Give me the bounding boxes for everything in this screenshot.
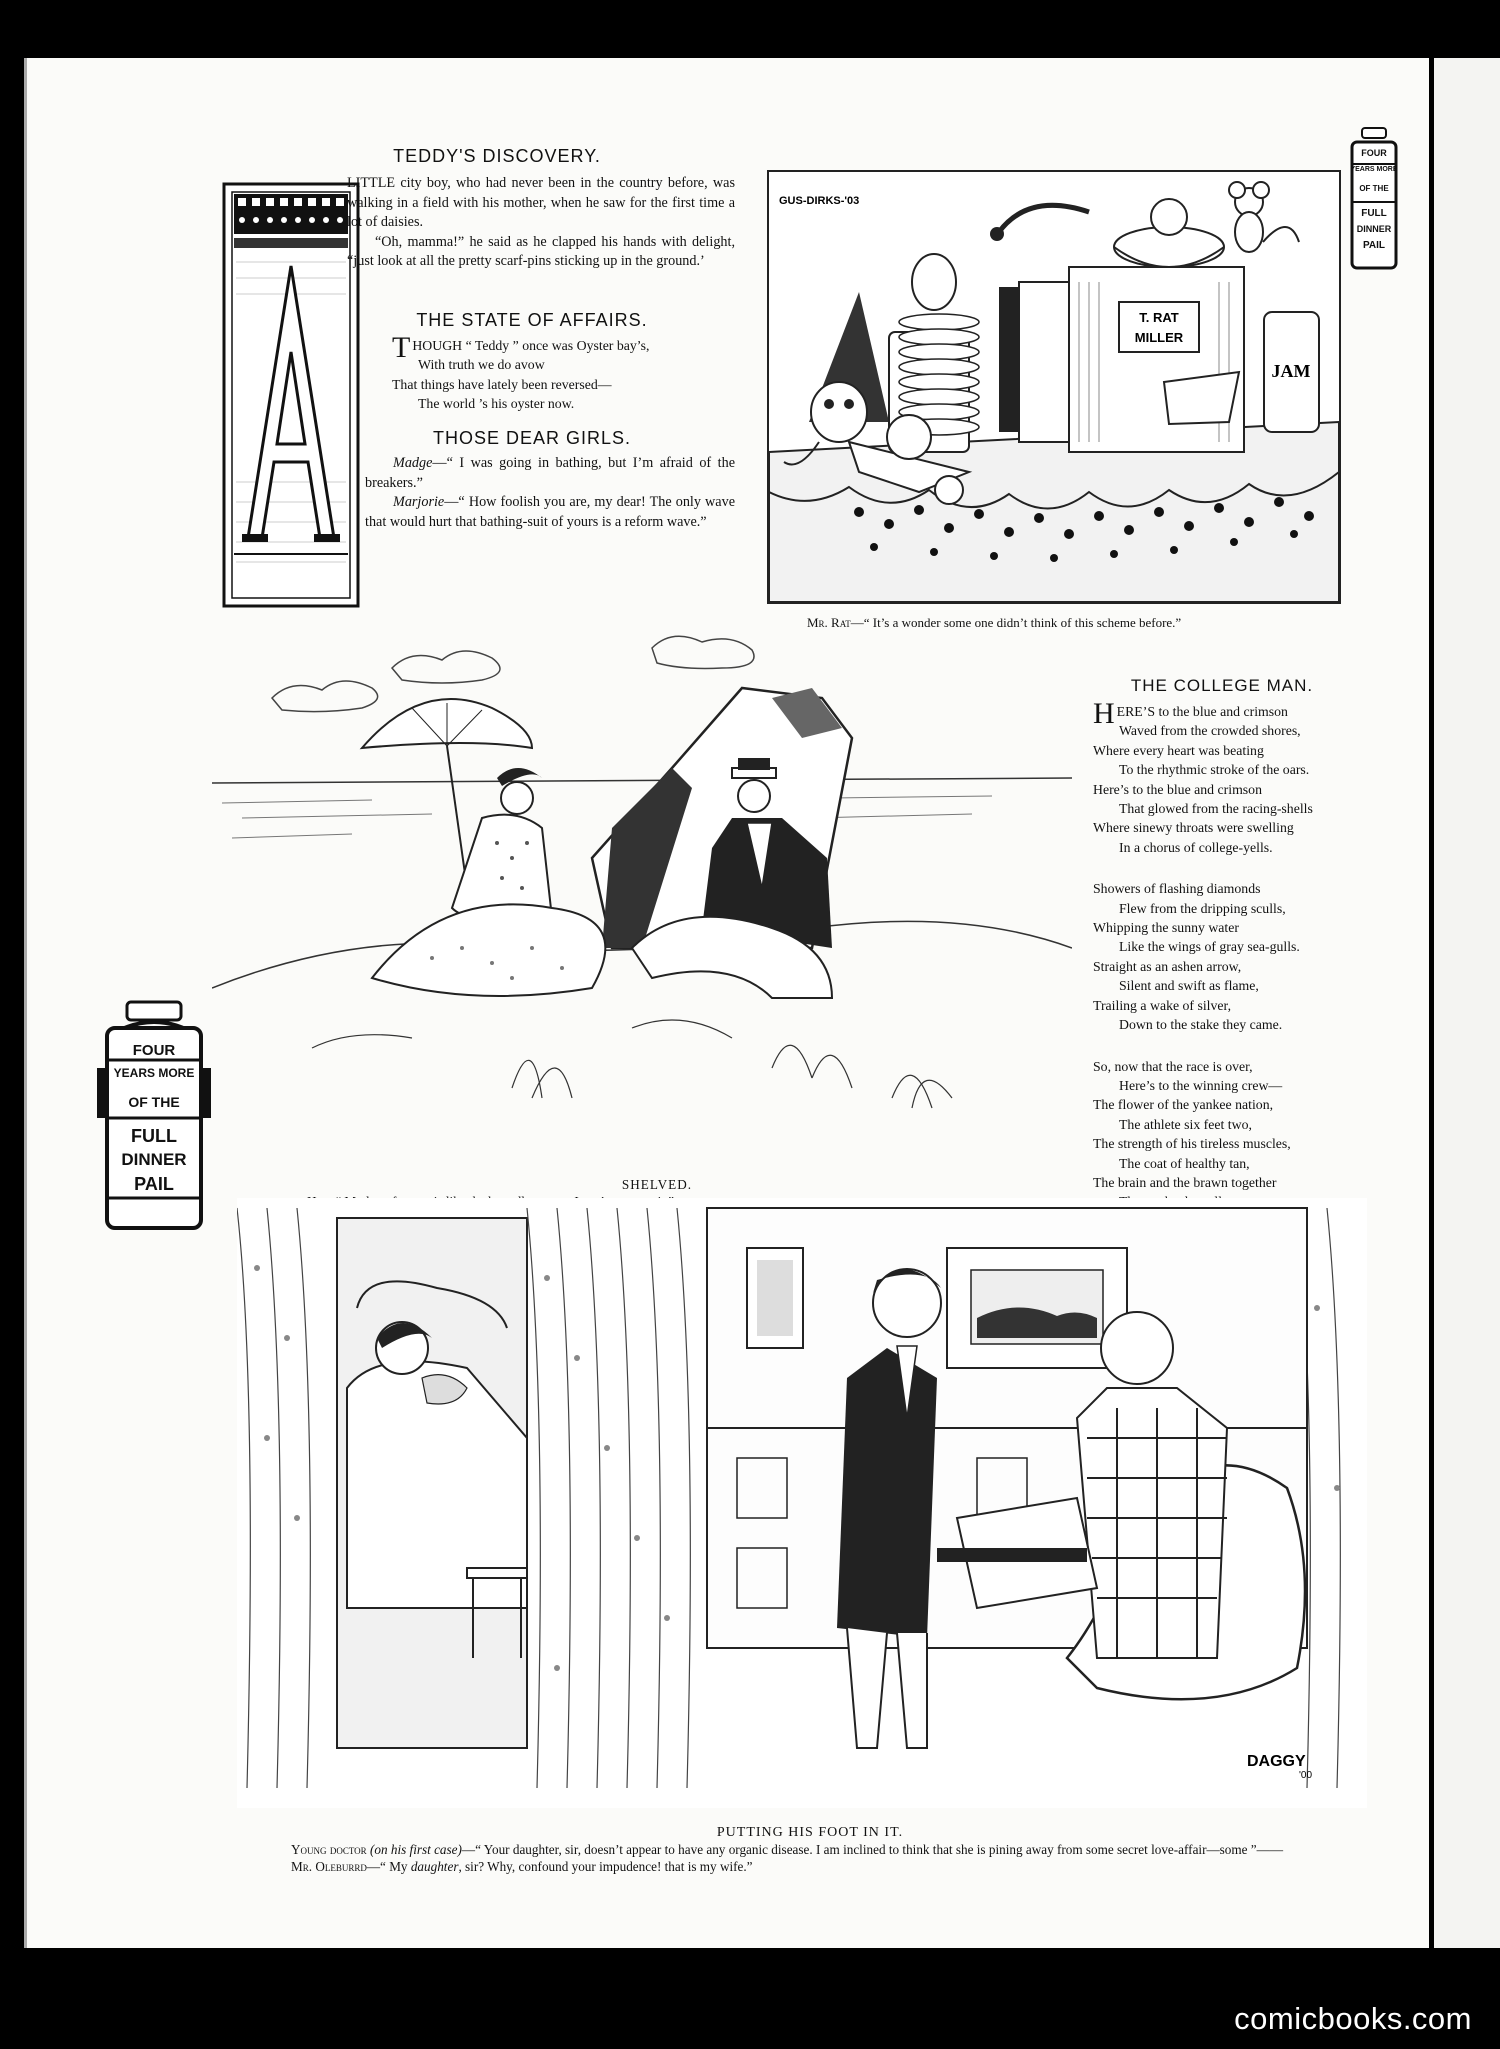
daggy-signature-year: '00 <box>1299 1770 1313 1781</box>
pail-small-line-3: OF THE <box>1359 184 1389 193</box>
pail-large-line-3: OF THE <box>128 1094 180 1110</box>
pail-small-line-2: YEARS MORE <box>1350 166 1398 173</box>
doctor-caption <box>255 1824 1365 1875</box>
adjacent-page-edge <box>1434 58 1500 1948</box>
college-s3-line-5: The strength of his tireless muscles, <box>1093 1136 1291 1152</box>
college-s1-line-7: Where sinewy throats were swelling <box>1093 820 1294 836</box>
college-s3-line-6: The coat of healthy tan, <box>1119 1155 1250 1171</box>
daggy-signature: DAGGY <box>1247 1753 1306 1770</box>
college-s2-line-5: Straight as an ashen arrow, <box>1093 958 1242 974</box>
doctor-note: (on his first case) <box>369 1842 462 1857</box>
college-s2-line-7: Trailing a wake of silver, <box>1093 997 1232 1013</box>
doctor-line: —“ Your daughter, sir, doesn’t appear to have any organic disease. I am inclined to think that she is pining away from some secret love-affair—some ”—— <box>461 1842 1284 1857</box>
college-s1-line-1: ERE’S to the blue and crimson <box>1116 704 1288 719</box>
doctor-label: Young doctor <box>291 1842 367 1857</box>
college-s1-line-4: To the rhythmic stroke of the oars. <box>1119 762 1310 778</box>
doctor-cartoon <box>237 1188 1367 1808</box>
college-s1-line-3: Where every heart was beating <box>1093 742 1264 758</box>
college-drop-cap: H <box>1093 697 1115 730</box>
pail-large-line-2: YEARS MORE <box>113 1066 195 1080</box>
girls-title: THOSE DEAR GIRLS. <box>432 428 632 448</box>
teddy-title: TEDDY'S DISCOVERY. <box>393 146 601 166</box>
college-s2-line-4: Like the wings of gray sea-gulls. <box>1119 939 1300 955</box>
college-s1-line-8: In a chorus of college-yells. <box>1119 839 1273 855</box>
oleburrd-line-part-1: —“ My <box>366 1859 411 1874</box>
teddy-paragraph-1: LITTLE city boy, who had never been in the country before, was walking in a field with his mother, when he saw for the first time a lot of daisies. <box>347 175 735 231</box>
dinner-pail-emblem-small <box>1346 126 1402 276</box>
foot-title: PUTTING HIS FOOT IN IT. <box>716 1825 904 1840</box>
rat-caption-text: —“ It’s a wonder some one didn’t think of this scheme before.” <box>850 615 1182 630</box>
state-title: THE STATE OF AFFAIRS. <box>416 310 648 330</box>
college-s3-line-4: The athlete six feet two, <box>1119 1116 1252 1132</box>
shelved-title: SHELVED. <box>621 1177 693 1192</box>
college-s3-line-7: The brain and the brawn together <box>1093 1174 1277 1190</box>
rat-box-label-line2: MILLER <box>1134 330 1184 345</box>
college-s1-line-6: That glowed from the racing-shells <box>1119 801 1313 817</box>
college-s1-line-5: Here’s to the blue and crimson <box>1093 781 1262 797</box>
rat-cartoon-signature: GUS-DIRKS-'03 <box>779 195 860 207</box>
magazine-page <box>24 58 1429 1948</box>
pail-large-line-6: PAIL <box>134 1174 174 1194</box>
teddy-story <box>347 174 735 272</box>
pail-large-line-4: FULL <box>131 1126 177 1146</box>
college-title: THE COLLEGE MAN. <box>1130 676 1314 695</box>
madge-line: —“ I was going in bathing, but I’m afraid of the breakers.” <box>365 455 735 491</box>
jam-jar-label: JAM <box>1271 361 1311 381</box>
pail-large-line-5: DINNER <box>121 1150 187 1169</box>
college-s2-line-2: Flew from the dripping sculls, <box>1119 900 1286 916</box>
ornamental-drop-letter <box>222 182 360 608</box>
pail-large-line-1: FOUR <box>132 1042 176 1059</box>
shelved-beach-illustration <box>212 628 1072 1168</box>
teddy-paragraph-2: “Oh, mamma!” he said as he clapped his hands with delight, “just look at all the pretty scarf-pins sticking up in the ground.’ <box>347 233 735 270</box>
pail-small-line-1: FOUR <box>1361 148 1387 158</box>
marjorie-name: Marjorie <box>393 494 445 511</box>
oleburrd-line-part-2: , sir? Why, confound your impudence! that is my wife.” <box>458 1859 753 1874</box>
dinner-pail-emblem-large <box>89 998 219 1238</box>
college-s2-line-8: Down to the stake they came. <box>1119 1017 1283 1033</box>
oleburrd-label: Mr. Oleburrd <box>291 1859 367 1874</box>
madge-name: Madge <box>393 455 433 471</box>
state-line-1: HOUGH “ Teddy ” once was Oyster bay’s, <box>412 338 650 353</box>
site-watermark: comicbooks.com <box>1234 2001 1472 2036</box>
college-s3-line-3: The flower of the yankee nation, <box>1093 1097 1274 1113</box>
college-poem <box>1093 697 1393 1212</box>
state-line-2: With truth we do avow <box>418 357 545 373</box>
pail-small-line-5: DINNER <box>1356 224 1392 234</box>
state-drop-cap: T <box>392 331 411 364</box>
rat-caption-speaker: Mr. Rat <box>807 615 851 630</box>
state-line-4: The world ’s his oyster now. <box>418 396 575 412</box>
rat-miller-cartoon <box>767 170 1341 604</box>
college-s2-line-1: Showers of flashing diamonds <box>1093 881 1261 897</box>
girls-dialogue <box>365 454 735 532</box>
college-s1-line-2: Waved from the crowded shores, <box>1119 723 1301 739</box>
college-s3-line-2: Here’s to the winning crew— <box>1119 1077 1283 1093</box>
state-poem <box>392 331 722 414</box>
pail-small-line-6: PAIL <box>1362 240 1386 251</box>
college-s2-line-3: Whipping the sunny water <box>1093 920 1239 936</box>
rat-box-label-line1: T. RAT <box>1139 310 1179 325</box>
college-s2-line-6: Silent and swift as flame, <box>1119 978 1259 994</box>
pail-small-line-4: FULL <box>1361 208 1387 219</box>
marjorie-line: —“ How foolish you are, my dear! The only wave that would hurt that bathing-suit of yours is a reform wave.” <box>365 494 735 530</box>
oleburrd-emphasis: daughter <box>410 1859 459 1874</box>
state-line-3: That things have lately been reversed— <box>392 376 612 392</box>
college-s3-line-1: So, now that the race is over, <box>1093 1058 1253 1074</box>
